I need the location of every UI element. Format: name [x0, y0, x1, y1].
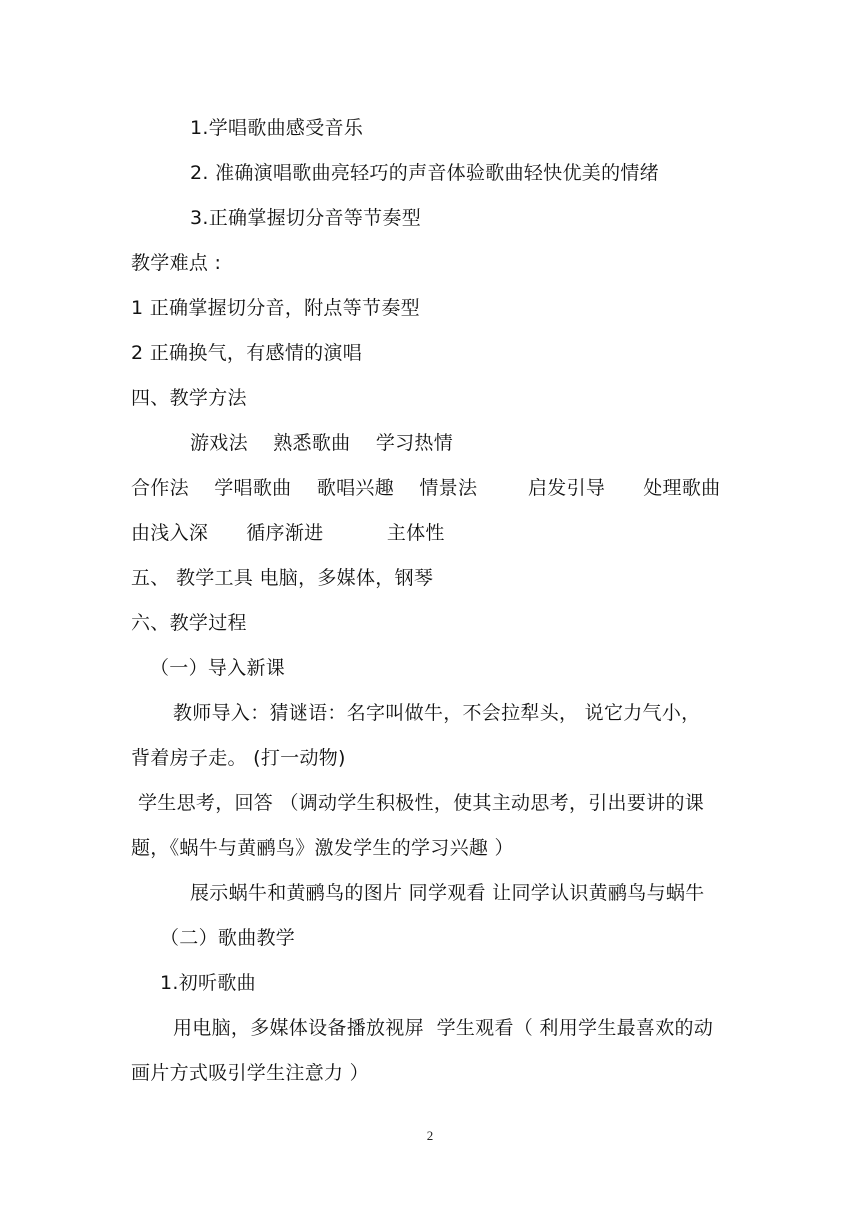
step-first-listen: 1.初听歌曲 [160, 972, 256, 994]
difficulty-item-2: 2 正确换气，有感情的演唱 [131, 342, 363, 364]
section-heading-tools: 五、 教学工具 电脑，多媒体，钢琴 [131, 567, 434, 589]
section-heading-methods: 四、教学方法 [131, 387, 247, 409]
paragraph-video-line-1: 用电脑，多媒体设备播放视屏 学生观看（ 利用学生最喜欢的动 [173, 1017, 714, 1039]
paragraph-thinking-line-2: 题，《蜗牛与黄鹂鸟》激发学生的学习兴趣 ） [131, 837, 514, 859]
paragraph-riddle-line-2: 背着房子走。 (打一动物) [131, 747, 346, 769]
methods-line-3: 由浅入深 循序渐进 主体性 [131, 522, 445, 544]
paragraph-riddle-line-1: 教师导入：猜谜语：名字叫做牛，不会拉犁头， 说它力气小， [173, 702, 701, 724]
section-heading-difficulties: 教学难点 : [131, 252, 222, 274]
difficulty-item-1: 1 正确掌握切分音，附点等节奏型 [131, 297, 420, 319]
paragraph-thinking-line-1: 学生思考，回答 （调动学生积极性，使其主动思考，引出要讲的课 [138, 792, 705, 814]
subheading-introduction: （一）导入新课 [150, 657, 286, 679]
methods-line-2: 合作法 学唱歌曲 歌唱兴趣 情景法 启发引导 处理歌曲 [131, 477, 721, 499]
objective-item-3: 3.正确掌握切分音等节奏型 [190, 207, 422, 229]
page-number: 2 [426, 1128, 434, 1143]
paragraph-video-line-2: 画片方式吸引学生注意力 ） [131, 1062, 369, 1084]
section-heading-process: 六、教学过程 [131, 612, 247, 634]
objective-item-1: 1.学唱歌曲感受音乐 [190, 117, 364, 139]
methods-line-1: 游戏法 熟悉歌曲 学习热情 [190, 432, 454, 454]
objective-item-2: 2. 准确演唱歌曲亮轻巧的声音体验歌曲轻快优美的情绪 [190, 162, 659, 184]
paragraph-pictures: 展示蜗牛和黄鹂鸟的图片 同学观看 让同学认识黄鹂鸟与蜗牛 [190, 882, 705, 904]
subheading-song-teaching: （二）歌曲教学 [160, 927, 296, 949]
